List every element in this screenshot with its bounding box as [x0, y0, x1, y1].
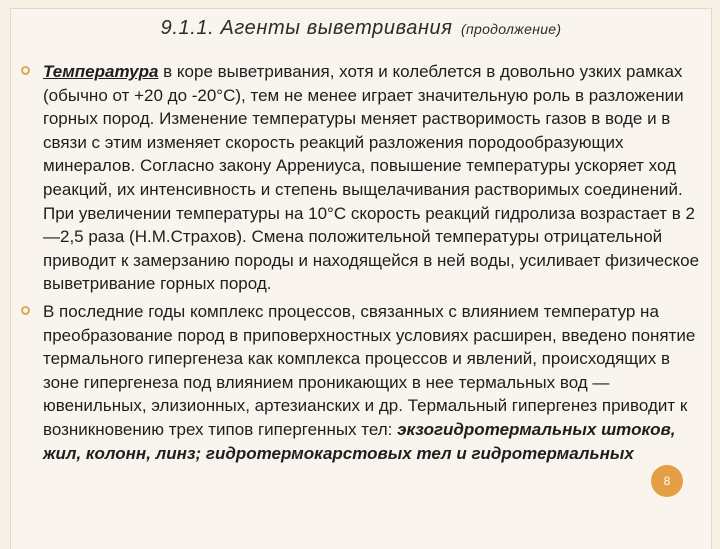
bullet-circle-icon	[21, 66, 30, 75]
bullet-text: В последние годы комплекс процессов, связанных с влиянием температур на преобразование пород в приповерхностных условиях расширен, введено понятие термального гипергенеза как комплекса процессов и явлений, происходящих в зоне гипергенеза под влиянием проникающих в нее термальных вод — ювенильных, элизионных, артезианских и др. Термальный гипергенез приводит к возникновению трех типов гипергенных тел:	[43, 301, 696, 439]
bullet-list	[21, 60, 701, 469]
slide-title	[11, 17, 711, 40]
bullet-lead-term: Температура	[43, 62, 159, 81]
bullet-item-thermal-hypergenesis	[21, 300, 701, 465]
bullet-item-temperature	[21, 60, 701, 296]
title-subtitle: (продолжение)	[461, 21, 562, 37]
title-text: 9.1.1. Агенты выветривания	[160, 17, 453, 39]
page-number-badge	[651, 465, 683, 497]
page-number: 8	[663, 474, 671, 488]
bullet-emphasis: экзогидротермальных штоков, жил, колонн, линз; гидротермокарстовых тел и гидротермальных	[43, 419, 676, 463]
bullet-text: в коре выветривания, хотя и колеблется в довольно узких рамках (обычно от +20 до -20°С), тем не менее играет значительную роль в разложении горных пород. Изменение температуры меняет растворимость газов в воде и в связи с этим изменяет скорость реакций разложения породообразующих минералов. Согласно закону Аррениуса, повышение температуры ускоряет ход реакций, их интенсивность и степень выщелачивания растворимых соединений. При увеличении температуры на 10°С скорость реакций гидролиза возрастает в 2—2,5 раза (Н.М.Страхов). Смена положительной температуры отрицательной приводит к замерзанию породы и находящейся в ней воды, усиливает физическое выветривание горных пород.	[43, 62, 700, 294]
slide	[10, 8, 712, 549]
bullet-circle-icon	[21, 306, 30, 315]
